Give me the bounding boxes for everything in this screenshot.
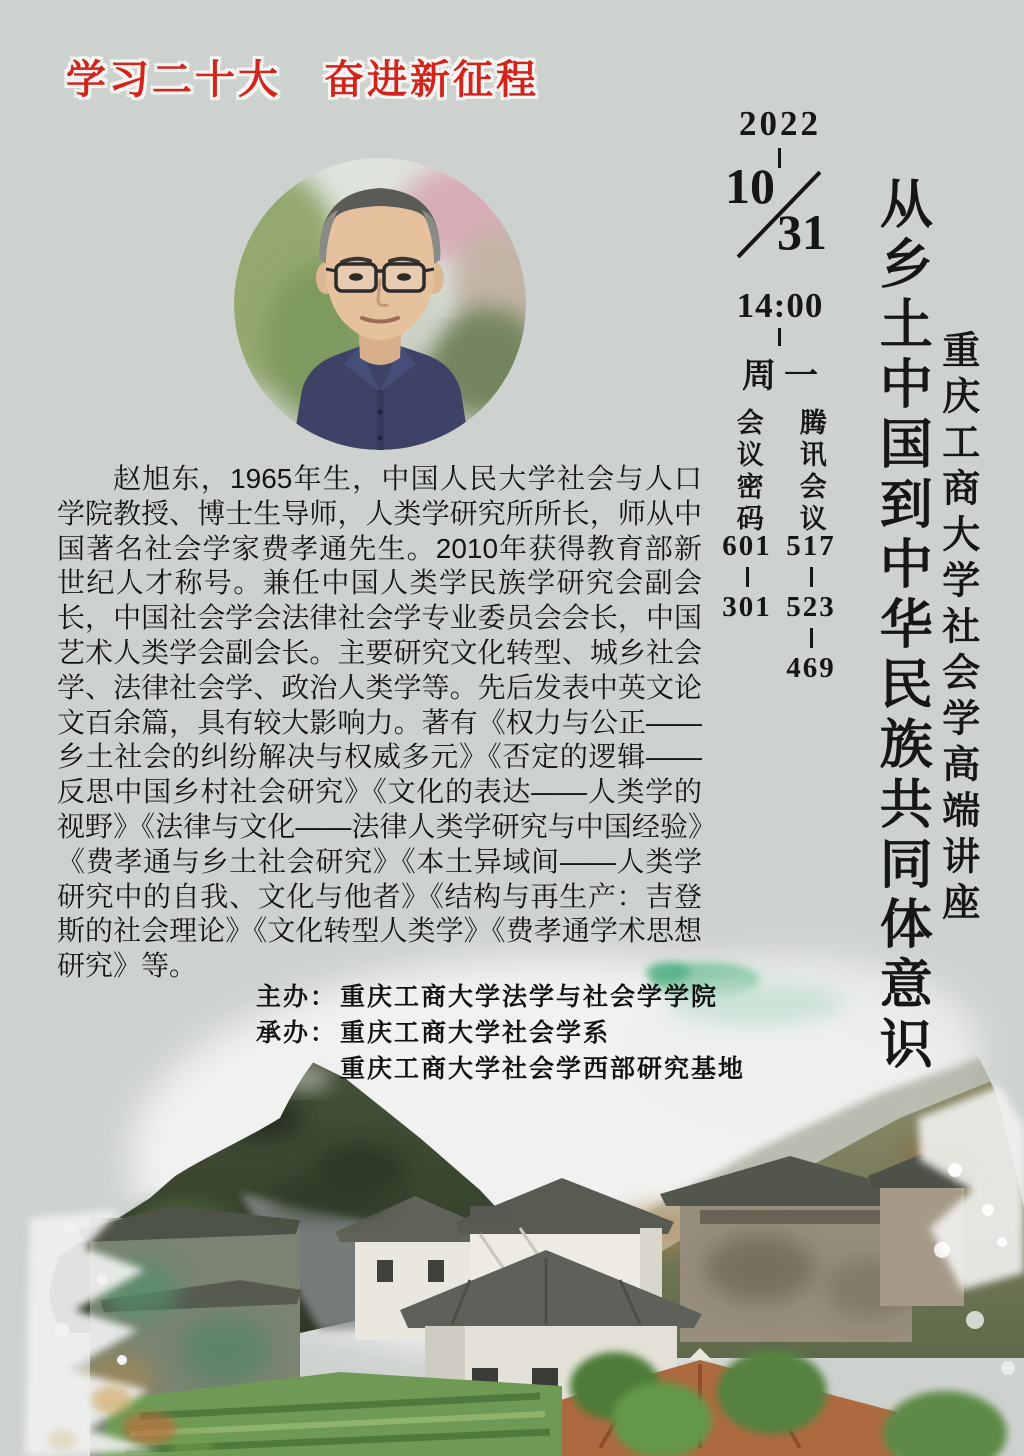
portrait-illustration	[234, 158, 526, 450]
undertaker-label-spacer	[256, 1052, 340, 1088]
event-time: 14:00	[736, 286, 824, 325]
meeting-id-part-2: 523	[786, 591, 836, 623]
number-connector-line	[810, 628, 813, 648]
meeting-info	[715, 404, 855, 684]
password-part-2: 301	[722, 591, 772, 623]
number-connector-line	[810, 567, 813, 587]
main-title-vertical: 从乡土中国到中华民族共同体意识	[872, 176, 932, 1076]
undertaker-row	[256, 1016, 745, 1052]
event-month: 10	[725, 158, 775, 214]
meeting-password-label: 会议密码	[732, 408, 763, 536]
meeting-id-part-3: 469	[786, 652, 836, 684]
slogan-banner: 学习二十大 奋进新征程	[66, 58, 539, 102]
host-label: 主办：	[256, 984, 338, 1011]
date-connector-line	[778, 148, 781, 168]
password-part-1: 601	[722, 530, 772, 562]
meeting-platform-label: 腾讯会议	[795, 408, 826, 536]
number-connector-line	[746, 567, 749, 587]
host-row	[256, 980, 745, 1016]
undertaker-row-2	[256, 1052, 745, 1088]
event-weekday: 周一	[742, 358, 826, 395]
meeting-id-part-1: 517	[786, 530, 836, 562]
meeting-id-value	[781, 530, 841, 685]
speaker-bio: 赵旭东，1965年生，中国人民大学社会与人口学院教授、博士生导师，人类学研究所所长，师从中国著名社会学家费孝通先生。2010年获得教育部新世纪人才称号。兼任中国人类学民族学研究会副会长，中国社会学会法律社会学专业委员会会长，中国艺术人类学会副会长。主要研究文化转型、城乡社会学、法律社会学、政治人类学等。先后发表中英文论文百余篇，具有较大影响力。著有《权力与公正——乡土社会的纠纷解决与权威多元》《否定的逻辑——反思中国乡村社会研究》《文化的表达——人类学的视野》《法律与文化——法律人类学研究与中国经验》《费孝通与乡土社会研究》《本土异域间——人类学研究中的自我、文化与他者》《结构与再生产：吉登斯的社会理论》《文化转型人类学》《费孝通学术思想研究》等。	[57, 463, 702, 982]
undertaker-label: 承办：	[256, 1020, 338, 1047]
organizers-block	[256, 980, 745, 1088]
event-year: 2022	[739, 104, 821, 143]
undertaker-name: 重庆工商大学社会学系	[340, 1020, 611, 1047]
date-block	[715, 104, 845, 404]
host-name: 重庆工商大学法学与社会学学院	[340, 984, 719, 1011]
meeting-password-value	[717, 530, 777, 624]
time-connector-line	[778, 328, 781, 346]
series-title-vertical: 重庆工商大学社会学高端讲座	[935, 330, 978, 928]
event-day: 31	[777, 204, 827, 260]
undertaker-name-2: 重庆工商大学社会学西部研究基地	[340, 1056, 746, 1083]
speaker-portrait-photo	[234, 158, 526, 450]
